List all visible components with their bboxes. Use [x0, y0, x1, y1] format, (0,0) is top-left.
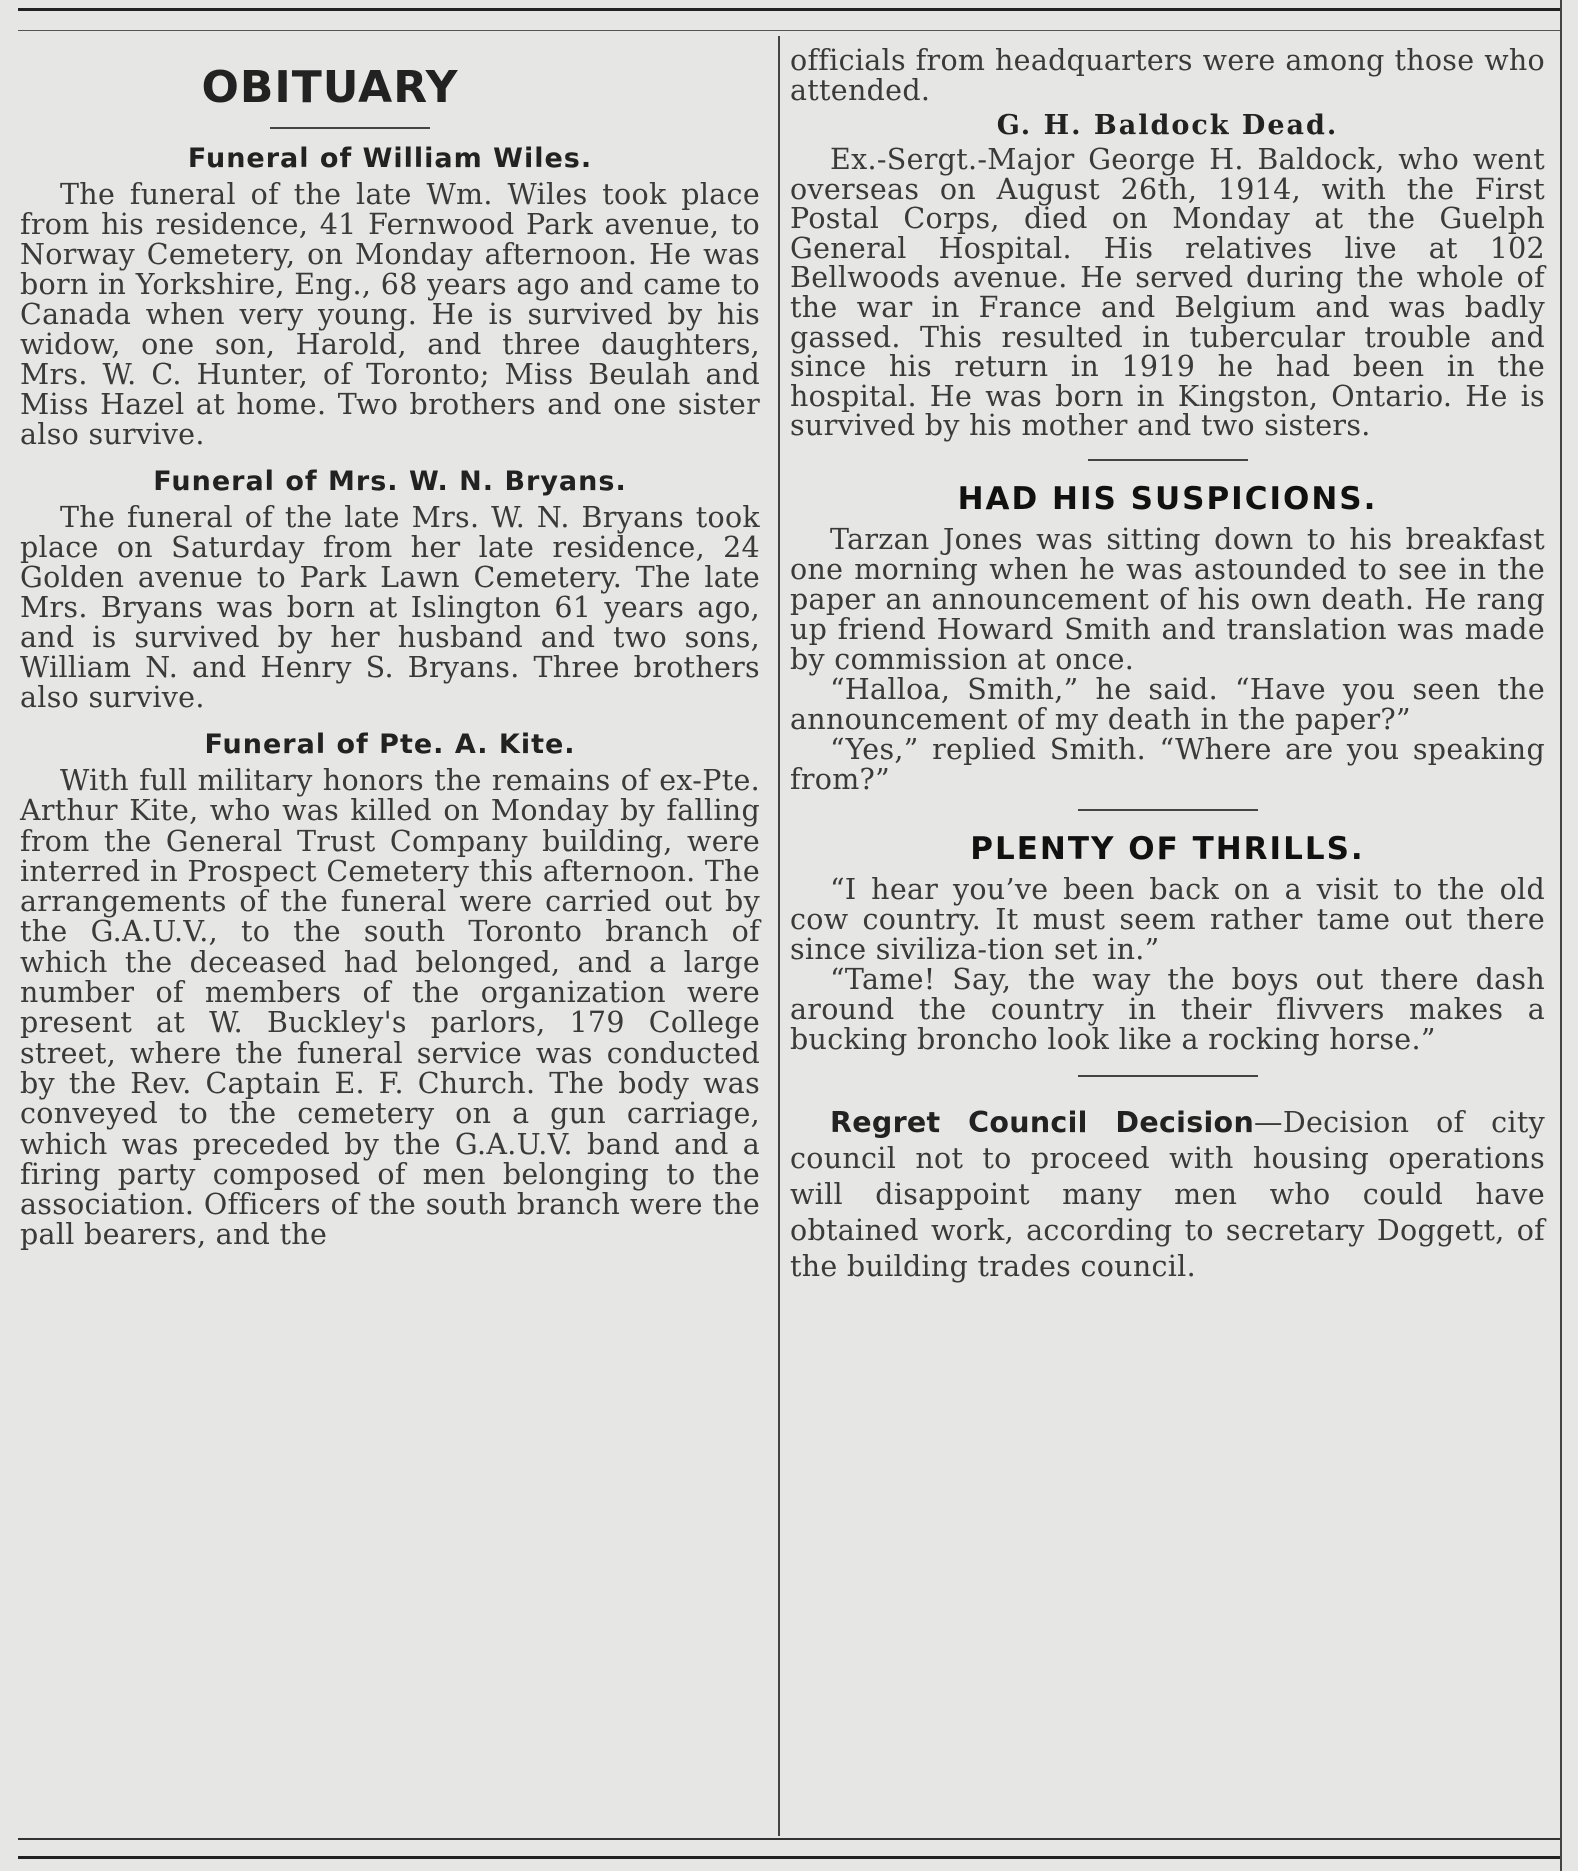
- article-body: The funeral of the late Mrs. W. N. Bryans took place on Saturday from her late residence, 24 Golden avenue to Park Lawn Cemetery. The late Mrs. Bryans was born at Islington 61 years ago, and is survived by her husband and two sons, William N. and Henry S. Bryans. Three brothers also survive.: [20, 501, 760, 714]
- article-heading: HAD HIS SUSPICIONS.: [957, 480, 1378, 517]
- section-rule: [1078, 1075, 1258, 1077]
- article-paragraph: Tarzan Jones was sitting down to his breakfast one morning when he was astounded to see in the paper an announcement of his own death. He rang up friend Howard Smith and translation was made by commission at once.: [790, 522, 1545, 676]
- column-divider: [778, 36, 780, 1836]
- bottom-thin-rule: [18, 1838, 1560, 1840]
- section-rule: [1078, 809, 1258, 811]
- article-suspicions: [790, 481, 1545, 795]
- article-body: The funeral of the late Wm. Wiles took place from his residence, 41 Fernwood Park avenue, to Norway Cemetery, on Monday afternoon. He was born in Yorkshire, Eng., 68 years ago and came to Canada when very young. He is survived by his widow, one son, Harold, and three daughters, Mrs. W. C. Hunter, of Toronto; Miss Beulah and Miss Hazel at home. Two brothers and one sister also survive.: [20, 178, 760, 451]
- article-text: Decision of city council not to proceed with housing operations will disappoint many men who could have obtained work, according to secretary Doggett, of the building trades council.: [790, 1105, 1545, 1283]
- article-heading: Funeral of Mrs. W. N. Bryans.: [153, 466, 627, 497]
- article-thrills: [790, 831, 1545, 1055]
- article-wiles: [20, 143, 760, 450]
- page-edge-rule: [1560, 0, 1562, 1871]
- article-body: [790, 1105, 1545, 1285]
- top-double-rule: [18, 8, 1560, 11]
- article-council: [790, 1105, 1545, 1285]
- em-dash: —: [1254, 1105, 1283, 1139]
- article-kite: [20, 729, 760, 1251]
- article-bryans: [20, 466, 760, 713]
- kite-continuation: officials from headquarters were among those who attended.: [790, 44, 1545, 107]
- article-paragraph: “Tame! Say, the way the boys out there dash around the country in their flivvers makes a bucking broncho look like a rocking horse.”: [790, 962, 1545, 1056]
- article-body: Ex.-Sergt.-Major George H. Baldock, who went overseas on August 26th, 1914, with the First Postal Corps, died on Monday at the Guelph General Hospital. His relatives live at 102 Bellwoods avenue. He served during the whole of the war in France and Belgium and was badly gassed. This resulted in tubercular trouble and since his return in 1919 he had been in the hospital. He was born in Kingston, Ontario. He is survived by his mother and two sisters.: [790, 143, 1545, 443]
- article-paragraph: “Halloa, Smith,” he said. “Have you seen the announcement of my death in the paper?”: [790, 672, 1545, 736]
- bottom-double-rule: [18, 1856, 1560, 1859]
- left-column: [20, 40, 760, 1251]
- inline-heading: Regret Council Decision: [830, 1105, 1255, 1139]
- article-heading: Funeral of Pte. A. Kite.: [204, 729, 576, 760]
- article-paragraph: “Yes,” replied Smith. “Where are you speaking from?”: [790, 732, 1545, 796]
- article-paragraph: “I hear you’ve been back on a visit to the old cow country. It must seem rather tame out there since siviliza-tion set in.”: [790, 872, 1545, 966]
- article-baldock: [790, 110, 1545, 441]
- right-column: [790, 46, 1545, 1285]
- obituary-masthead: OBITUARY: [201, 62, 459, 113]
- section-rule: [1088, 459, 1248, 461]
- top-thin-rule: [18, 30, 1560, 31]
- article-heading: G. H. Baldock Dead.: [996, 110, 1339, 141]
- masthead-rule: [270, 127, 430, 129]
- article-body: With full military honors the remains of ex-Pte. Arthur Kite, who was killed on Monday by falling from the General Trust Company building, were interred in Prospect Cemetery this afternoon. The arrangements of the funeral were carried out by the G.A.U.V., to the south Toronto branch of which the deceased had belonged, and a large number of members of the organization were present at W. Buckley's parlors, 179 College street, where the funeral service was conducted by the Rev. Captain E. F. Church. The body was conveyed to the cemetery on a gun carriage, which was preceded by the G.A.U.V. band and a firing party composed of men belonging to the association. Officers of the south branch were the pall bearers, and the: [20, 764, 760, 1252]
- article-heading: Funeral of William Wiles.: [187, 143, 593, 174]
- article-heading: PLENTY OF THRILLS.: [970, 830, 1365, 867]
